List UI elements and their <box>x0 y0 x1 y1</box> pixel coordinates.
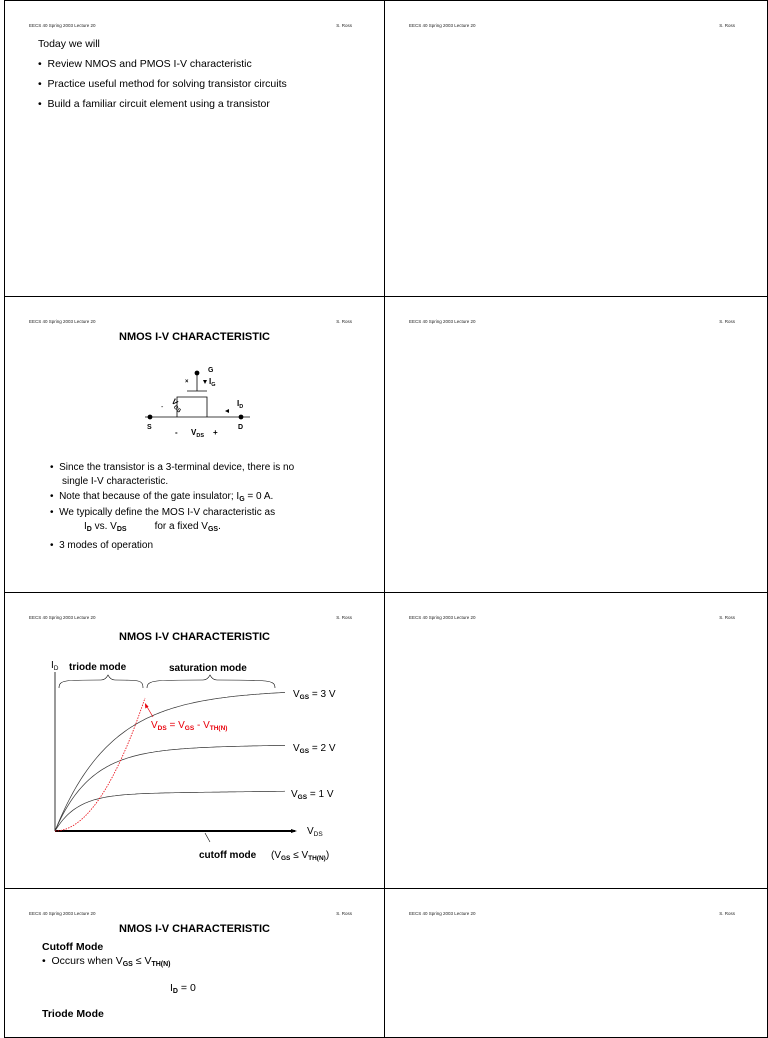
vds-minus: - <box>175 428 178 437</box>
boundary-equation: $V_{DS} = V_{GS} - V_{TH(N)}$ <box>151 720 228 732</box>
cutoff-pointer <box>205 833 210 842</box>
vgs-minus-mark: - <box>161 404 164 411</box>
slide-header-author: S. Ross <box>719 23 735 28</box>
id-label: $I_D$ <box>237 399 244 410</box>
curve-group <box>55 692 285 831</box>
curve-label-vgs-2: $V_{GS} = 2$ V <box>293 743 336 755</box>
slide-header-course: EECS 40 Spring 2003 Lecture 20 <box>409 911 476 916</box>
x-axis-label: $V_{DS}$ <box>307 826 323 838</box>
slide-1-notes <box>384 0 768 297</box>
saturation-boundary-curve <box>55 698 145 831</box>
intro-text: Today we will <box>38 38 100 50</box>
slide-header-author: S. Ross <box>719 911 735 916</box>
slide-3 <box>4 592 385 889</box>
triode-mode-heading: Triode Mode <box>42 1008 104 1020</box>
slide-title: NMOS I-V CHARACTERISTIC <box>119 923 270 935</box>
slide-header-course: EECS 40 Spring 2003 Lecture 20 <box>29 23 96 28</box>
bullet-item: • Review NMOS and PMOS I-V characteristic <box>38 58 252 70</box>
vds-label: $V_{DS}$ <box>191 428 204 439</box>
cutoff-mode-label: cutoff mode <box>199 850 257 861</box>
gate-plus-mark: × <box>185 379 189 385</box>
drain-terminal <box>239 415 244 420</box>
gate-label: G <box>208 367 214 374</box>
iv-curve-3 <box>55 692 285 831</box>
bullet-item: • Build a familiar circuit element using a transistor <box>38 98 270 110</box>
id-equals-zero: $I_D = 0$ <box>170 982 196 995</box>
slide-header-author: S. Ross <box>336 319 352 324</box>
handout-grid <box>4 0 768 1024</box>
saturation-brace <box>147 675 275 688</box>
bullet-continuation: single I-V characteristic. <box>62 476 169 487</box>
boundary-pointer-head <box>145 703 149 709</box>
bullet-item: • Practice useful method for solving transistor circuits <box>38 78 287 90</box>
ig-label: $I_G$ <box>209 377 216 388</box>
cutoff-condition: $(V_{GS} \le V_{TH(N)})$ <box>271 850 330 862</box>
slide-header-course: EECS 40 Spring 2003 Lecture 20 <box>409 23 476 28</box>
slide-header-course: EECS 40 Spring 2003 Lecture 20 <box>29 319 96 324</box>
source-terminal <box>148 415 153 420</box>
slide-header-author: S. Ross <box>336 23 352 28</box>
slide-2 <box>4 296 385 593</box>
bullet-item: • We typically define the MOS I-V characteristic as <box>50 507 276 518</box>
y-axis-label: $I_D$ <box>51 660 59 672</box>
slide-header-course: EECS 40 Spring 2003 Lecture 20 <box>409 615 476 620</box>
cutoff-mode-heading: Cutoff Mode <box>42 941 104 953</box>
slide-header-course: EECS 40 Spring 2003 Lecture 20 <box>409 319 476 324</box>
iv-curve-plot <box>5 648 385 868</box>
slide-3-notes <box>384 592 768 889</box>
id-arrow <box>225 409 229 413</box>
slide-header-author: S. Ross <box>336 615 352 620</box>
cutoff-condition-bullet: • Occurs when $V_{GS} \le V_{TH(N)}$ <box>42 955 171 968</box>
triode-brace <box>59 675 143 688</box>
slide-1 <box>4 0 385 297</box>
ig-arrow <box>203 380 207 384</box>
bullet-item: • 3 modes of operation <box>50 540 154 551</box>
slide-header-course: EECS 40 Spring 2003 Lecture 20 <box>29 911 96 916</box>
drain-label: D <box>238 424 244 431</box>
gate-terminal <box>195 371 200 376</box>
slide-4 <box>4 888 385 1038</box>
slide-title: NMOS I-V CHARACTERISTIC <box>119 631 270 643</box>
slide-header-author: S. Ross <box>336 911 352 916</box>
slide-header-author: S. Ross <box>719 319 735 324</box>
slide-title: NMOS I-V CHARACTERISTIC <box>119 331 270 343</box>
slide-header-course: EECS 40 Spring 2003 Lecture 20 <box>29 615 96 620</box>
bullet-equation: $I_D$ vs. $V_{DS}$ for a fixed $V_{GS}$. <box>84 521 221 533</box>
vgs-label: $V_{GS}$ <box>169 397 182 415</box>
vds-plus: + <box>213 428 218 437</box>
nmos-symbol-diagram <box>135 359 265 439</box>
slide-2-notes <box>384 296 768 593</box>
slide-header-author: S. Ross <box>719 615 735 620</box>
curve-label-vgs-1: $V_{GS} = 1$ V <box>291 789 334 801</box>
slide-4-notes <box>384 888 768 1038</box>
bullet-item: • Note that because of the gate insulator; $I_G = 0$ A. <box>50 491 274 503</box>
source-label: S <box>147 424 152 431</box>
curve-label-vgs-3: $V_{GS} = 3$ V <box>293 689 336 701</box>
x-axis-arrow <box>291 829 297 833</box>
triode-mode-label: triode mode <box>69 662 127 673</box>
iv-curve-2 <box>55 745 285 831</box>
bullet-item: • Since the transistor is a 3-terminal device, there is no <box>50 462 295 473</box>
saturation-mode-label: saturation mode <box>169 663 247 674</box>
